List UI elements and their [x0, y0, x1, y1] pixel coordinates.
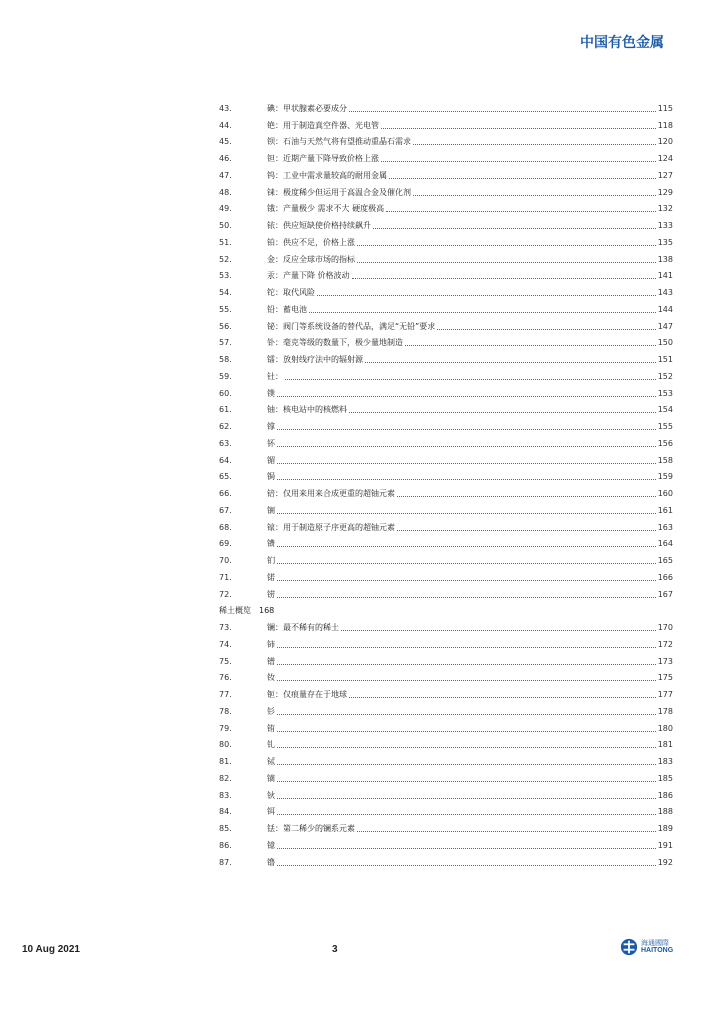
toc-entry-page: 159	[657, 472, 673, 482]
toc-entry-number: 68.	[219, 522, 232, 532]
toc-entry-title: 铂：供应不足，价格上涨	[267, 237, 355, 247]
toc-entry[interactable]	[219, 583, 673, 600]
toc-entry-page: 185	[657, 773, 673, 783]
toc-entry[interactable]	[219, 549, 673, 566]
toc-entry-page: 166	[657, 572, 673, 582]
toc-entry-title: 钨：工业中需求量较高的耐用金属	[267, 170, 387, 180]
toc-entry-title: 钕	[267, 673, 275, 683]
toc-entry[interactable]	[219, 784, 673, 801]
toc-entry-page: 155	[657, 422, 673, 431]
toc-entry-title: 钚	[267, 438, 275, 448]
toc-entry-title: 铹	[267, 589, 275, 599]
toc-entry[interactable]	[219, 700, 673, 717]
toc-entry-page: 158	[657, 455, 673, 465]
report-date: 10 Aug 2021	[22, 944, 80, 955]
toc-entry-page: 154	[657, 405, 673, 415]
toc-entry[interactable]	[219, 147, 673, 164]
toc-entry-number: 69.	[219, 539, 232, 549]
toc-entry-title: 钍：	[267, 371, 283, 381]
toc-entry-title: 汞：产量下降 价格波动	[267, 271, 350, 281]
toc-entry-title: 镥	[267, 857, 275, 867]
toc-entry-title: 钆	[267, 740, 275, 750]
toc-entry-number: 77.	[219, 690, 232, 699]
toc-entry-page: 156	[657, 438, 673, 448]
toc-entry[interactable]	[219, 750, 673, 767]
toc-entry-page: 132	[657, 204, 673, 214]
toc-dot-leader	[277, 679, 656, 681]
toc-entry-title: 钐	[267, 706, 275, 716]
toc-entry[interactable]	[219, 516, 673, 533]
toc-entry-title: 钷：仅痕量存在于地球	[267, 690, 347, 699]
toc-entry-page: 129	[657, 187, 673, 197]
toc-dot-leader	[277, 596, 656, 598]
toc-entry[interactable]	[219, 616, 673, 633]
toc-entry-title: 锇：产量极少 需求不大 硬度极高	[267, 204, 385, 214]
toc-entry-title: 金：反应全球市场的指标	[267, 254, 355, 264]
toc-entry[interactable]	[219, 131, 673, 148]
toc-entry[interactable]	[219, 767, 673, 784]
toc-dot-leader	[317, 294, 656, 296]
toc-entry[interactable]	[219, 248, 673, 265]
toc-dot-leader	[277, 713, 656, 715]
toc-dot-leader	[277, 763, 656, 765]
toc-entry-page: 178	[657, 706, 673, 716]
toc-dot-leader	[352, 277, 656, 279]
toc-dot-leader	[357, 830, 656, 832]
toc-entry-page: 163	[657, 522, 673, 532]
toc-entry-page: 151	[657, 355, 673, 364]
toc-entry[interactable]	[219, 114, 673, 131]
toc-entry-number: 78.	[219, 706, 232, 716]
toc-entry[interactable]	[219, 198, 673, 215]
toc-entry-number: 46.	[219, 154, 232, 163]
toc-entry-title: 镧：最不稀有的稀土	[267, 623, 339, 632]
toc-entry[interactable]	[219, 851, 673, 868]
toc-entry-title: 钡：石油与天然气将有望推动重晶石需求	[267, 137, 411, 147]
toc-entry-number: 79.	[219, 723, 232, 733]
toc-entry-number: 44.	[219, 120, 232, 130]
toc-entry-title: 铱：供应短缺使价格持续飙升	[267, 221, 371, 230]
toc-entry[interactable]	[219, 683, 673, 700]
toc-dot-leader	[309, 311, 656, 313]
toc-entry[interactable]	[219, 449, 673, 466]
toc-entry-number: 51.	[219, 237, 232, 247]
toc-entry-title: 钋：毫克等级的数量下，极少量地制造	[267, 338, 403, 348]
toc-entry-number: 48.	[219, 187, 232, 197]
toc-entry[interactable]	[219, 734, 673, 751]
toc-entry-number: 64.	[219, 455, 232, 465]
toc-entry-page: 118	[657, 120, 673, 130]
toc-entry[interactable]	[219, 432, 673, 449]
toc-dot-leader	[389, 177, 656, 179]
toc-entry-page: 183	[657, 757, 673, 766]
toc-entry-number: 72.	[219, 589, 232, 599]
toc-entry-title: 铼：极度稀少但运用于高温合金及催化剂	[267, 187, 411, 197]
toc-entry-number: 59.	[219, 371, 232, 381]
toc-dot-leader	[277, 797, 656, 799]
toc-dot-leader	[277, 395, 656, 397]
toc-entry[interactable]	[219, 834, 673, 851]
toc-entry-title: 镄	[267, 539, 275, 549]
toc-entry-number: 70.	[219, 556, 232, 565]
toc-entry-title: 钬	[267, 790, 275, 800]
toc-entry-page: 175	[657, 673, 673, 683]
toc-dot-leader	[413, 143, 656, 145]
toc-entry-title: 铈	[267, 639, 275, 649]
toc-entry-page: 153	[657, 388, 673, 398]
toc-entry-number: 61.	[219, 405, 232, 415]
toc-entry-number: 54.	[219, 288, 232, 297]
report-category-title: 中国有色金属	[580, 35, 664, 51]
toc-entry-page: 170	[657, 623, 673, 632]
toc-entry-number: 60.	[219, 388, 232, 398]
toc-entry-number: 57.	[219, 338, 232, 348]
toc-entry-page: 141	[657, 271, 673, 281]
toc-entry-page: 165	[657, 556, 673, 565]
toc-dot-leader	[277, 847, 656, 849]
toc-entry[interactable]	[219, 667, 673, 684]
toc-dot-leader	[349, 696, 656, 698]
toc-entry[interactable]	[219, 533, 673, 550]
toc-entry[interactable]	[219, 415, 673, 432]
toc-entry-title: 铽	[267, 757, 275, 766]
toc-entry-page: 143	[657, 288, 673, 297]
toc-entry-number: 58.	[219, 355, 232, 364]
toc-entry-title: 钽：近期产量下降导致价格上涨	[267, 154, 379, 163]
toc-entry-page: 191	[657, 840, 673, 850]
toc-entry-number: 43.	[219, 103, 232, 113]
toc-entry-title: 碘：甲状腺素必要成分	[267, 103, 347, 113]
toc-entry[interactable]	[219, 499, 673, 516]
toc-dot-leader	[381, 127, 656, 129]
toc-entry-page: 172	[657, 639, 673, 649]
toc-section-heading[interactable]	[219, 600, 673, 617]
toc-dot-leader	[413, 194, 656, 196]
toc-dot-leader	[365, 361, 656, 363]
toc-dot-leader	[277, 579, 656, 581]
toc-entry[interactable]	[219, 466, 673, 483]
toc-entry-title: 铋：阀门等系统设备的替代品，满足“无铅”要求	[267, 321, 436, 331]
toc-dot-leader	[277, 864, 656, 866]
toc-entry[interactable]	[219, 717, 673, 734]
toc-entry-page: 138	[657, 254, 673, 264]
toc-entry[interactable]	[219, 181, 673, 198]
table-of-contents	[219, 97, 673, 868]
toc-entry-number: 81.	[219, 757, 232, 766]
toc-entry-number: 53.	[219, 271, 232, 281]
toc-entry-page: 147	[657, 321, 673, 331]
toc-dot-leader	[277, 445, 656, 447]
toc-entry-title: 锎	[267, 505, 275, 515]
toc-entry-title: 铕	[267, 723, 275, 733]
toc-entry-page: 160	[657, 489, 673, 498]
toc-entry-number: 71.	[219, 572, 232, 582]
toc-entry-title: 铊：取代风险	[267, 288, 315, 297]
toc-entry-number: 85.	[219, 824, 232, 833]
toc-entry-page: 188	[657, 807, 673, 817]
toc-dot-leader	[277, 780, 656, 782]
toc-dot-leader	[349, 110, 656, 112]
toc-entry[interactable]	[219, 231, 673, 248]
toc-entry-number: 87.	[219, 857, 232, 867]
toc-dot-leader	[277, 646, 656, 648]
toc-entry-number: 49.	[219, 204, 232, 214]
toc-entry-page: 115	[657, 103, 673, 113]
toc-entry-page: 124	[657, 154, 673, 163]
toc-dot-leader	[386, 210, 656, 212]
toc-entry-title: 锿：用于制造原子序更高的超铀元素	[267, 522, 395, 532]
toc-entry-title: 钔	[267, 556, 275, 565]
toc-entry-page: 164	[657, 539, 673, 549]
toc-dot-leader	[277, 746, 656, 748]
toc-entry-title: 镅	[267, 455, 275, 465]
toc-entry[interactable]	[219, 348, 673, 365]
toc-entry-page: 189	[657, 824, 673, 833]
toc-entry[interactable]	[219, 214, 673, 231]
toc-entry-page: 135	[657, 237, 673, 247]
toc-entry-number: 52.	[219, 254, 232, 264]
toc-dot-leader	[341, 629, 656, 631]
toc-entry-title: 镤	[267, 388, 275, 398]
toc-entry[interactable]	[219, 817, 673, 834]
toc-entry[interactable]	[219, 399, 673, 416]
haitong-logo-icon	[620, 938, 638, 956]
toc-entry[interactable]	[219, 164, 673, 181]
toc-entry[interactable]	[219, 332, 673, 349]
toc-entry-title: 铅：蓄电池	[267, 304, 307, 314]
toc-entry[interactable]	[219, 382, 673, 399]
haitong-logo	[620, 938, 673, 956]
toc-entry-page: 177	[657, 690, 673, 699]
toc-entry-page: 192	[657, 857, 673, 867]
toc-entry-title: 镎	[267, 422, 275, 431]
toc-dot-leader	[277, 462, 656, 464]
toc-entry-title: 镭：放射线疗法中的辐射源	[267, 355, 363, 364]
toc-entry[interactable]	[219, 281, 673, 298]
toc-entry[interactable]	[219, 365, 673, 382]
toc-entry-page: 186	[657, 790, 673, 800]
toc-dot-leader	[277, 545, 656, 547]
toc-entry[interactable]	[219, 97, 673, 114]
toc-entry[interactable]	[219, 633, 673, 650]
toc-dot-leader	[277, 428, 656, 430]
toc-entry-title: 镨	[267, 656, 275, 666]
toc-entry-page: 150	[657, 338, 673, 348]
toc-entry-number: 80.	[219, 740, 232, 750]
toc-dot-leader	[277, 562, 656, 564]
toc-entry-number: 73.	[219, 623, 232, 632]
toc-entry-page: 120	[657, 137, 673, 147]
toc-entry-number: 82.	[219, 773, 232, 783]
toc-entry-title: 锫：仅用来用来合成更重的超铀元素	[267, 489, 395, 498]
toc-dot-leader	[349, 411, 656, 413]
toc-entry-title: 锘	[267, 572, 275, 582]
toc-entry-page: 161	[657, 505, 673, 515]
toc-entry-number: 75.	[219, 656, 232, 666]
toc-entry-number: 47.	[219, 170, 232, 180]
toc-entry[interactable]	[219, 650, 673, 667]
toc-entry-title: 镝	[267, 773, 275, 783]
toc-dot-leader	[277, 730, 656, 732]
toc-dot-leader	[381, 160, 656, 162]
toc-entry-number: 74.	[219, 639, 232, 649]
toc-dot-leader	[397, 529, 656, 531]
toc-entry-page: 167	[657, 589, 673, 599]
toc-entry-title: 锔	[267, 472, 275, 482]
toc-dot-leader	[357, 261, 656, 263]
toc-entry-number: 55.	[219, 304, 232, 314]
toc-entry-number: 56.	[219, 321, 232, 331]
toc-dot-leader	[277, 663, 656, 665]
page-number: 3	[332, 944, 338, 955]
toc-entry-number: 84.	[219, 807, 232, 817]
toc-entry[interactable]	[219, 801, 673, 818]
toc-dot-leader	[277, 478, 656, 480]
toc-entry-number: 76.	[219, 673, 232, 683]
toc-entry-number: 86.	[219, 840, 232, 850]
toc-dot-leader	[405, 344, 656, 346]
toc-dot-leader	[357, 244, 656, 246]
toc-entry-page: 181	[657, 740, 673, 750]
toc-entry[interactable]	[219, 298, 673, 315]
toc-entry-number: 83.	[219, 790, 232, 800]
toc-entry-number: 66.	[219, 489, 232, 498]
toc-entry-page: 173	[657, 656, 673, 666]
toc-entry-title: 铯：用于制造真空件器、光电管	[267, 120, 379, 130]
toc-entry[interactable]	[219, 265, 673, 282]
toc-entry-number: 63.	[219, 438, 232, 448]
toc-dot-leader	[397, 495, 656, 497]
toc-entry-number: 65.	[219, 472, 232, 482]
toc-section-label: 稀土概览	[219, 606, 251, 616]
toc-entry-title: 铀：核电站中的核燃料	[267, 405, 347, 415]
toc-entry[interactable]	[219, 566, 673, 583]
toc-dot-leader	[373, 227, 656, 229]
toc-entry-number: 62.	[219, 422, 232, 431]
toc-entry-number: 45.	[219, 137, 232, 147]
toc-dot-leader	[437, 328, 655, 330]
toc-entry-page: 152	[657, 371, 673, 381]
toc-entry-title: 铥：第二稀少的镧系元素	[267, 824, 355, 833]
toc-dot-leader	[277, 512, 656, 514]
toc-entry[interactable]	[219, 315, 673, 332]
toc-dot-leader	[277, 813, 656, 815]
toc-entry-number: 50.	[219, 221, 232, 230]
toc-entry-title: 镱	[267, 840, 275, 850]
toc-entry-title: 铒	[267, 807, 275, 817]
toc-dot-leader	[285, 378, 656, 380]
toc-entry-page: 180	[657, 723, 673, 733]
toc-entry-page: 127	[657, 170, 673, 180]
toc-entry-page: 144	[657, 304, 673, 314]
toc-section-page: 168	[259, 606, 275, 616]
toc-entry-page: 133	[657, 221, 673, 230]
toc-entry-number: 67.	[219, 505, 232, 515]
logo-text-en: HAITONG	[641, 947, 674, 954]
logo-text-cn: 海通國際	[641, 939, 669, 947]
toc-entry[interactable]	[219, 482, 673, 499]
